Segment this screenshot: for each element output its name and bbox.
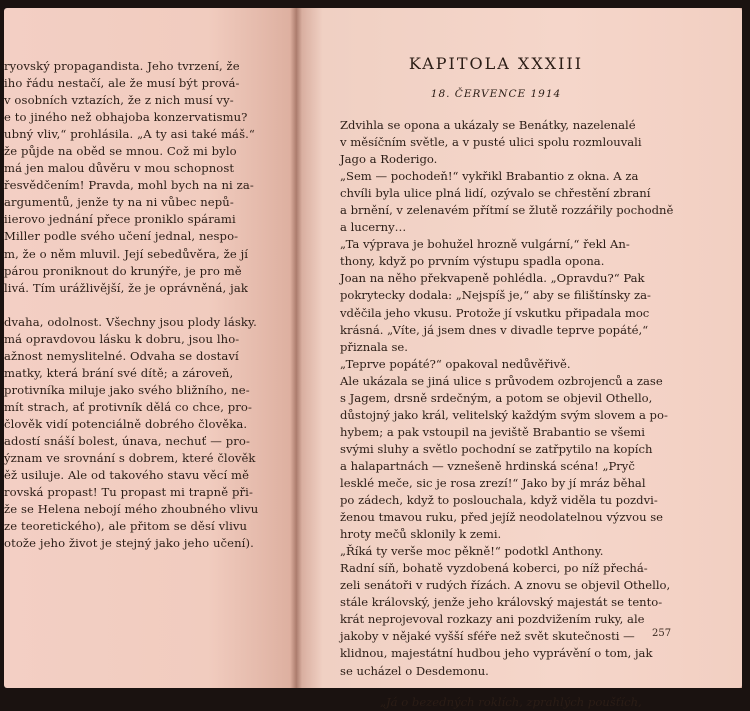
left-page (4, 8, 296, 688)
text-line: ýznam ve srovnání s dobrem, které člověk (4, 451, 256, 466)
text-line: s Jagem, drsně srdečným, a potom se objevil Othello, (340, 390, 653, 405)
right-page (296, 8, 742, 709)
text-line: „Teprve popáté?“ opakoval nedůvěřivě. (340, 356, 571, 371)
text-line: a lucerny… (340, 220, 407, 235)
text-line: po zádech, když to poslouchala, když viděla tu pozdvi- (340, 493, 658, 508)
text-line: Miller podle svého učení jednal, nespo- (4, 229, 239, 244)
text-line: ažnost nemyslitelné. Odvaha se dostaví (4, 348, 239, 363)
text-line: livá. Tím urážlivější, že je oprávněná, jak (4, 280, 248, 295)
text-line: svými sluhy a světlo pochodní se zatřpytilo na kopích (340, 441, 653, 456)
text-line: Zdvihla se opona a ukázaly se Benátky, nazelenalé (340, 118, 636, 132)
text-line: zeli senátoři v rudých řízách. A znovu se objevil Othello, (340, 578, 671, 593)
text-line: že se Helena nebojí mého zhoubného vlivu (4, 502, 259, 517)
text-line: vděčila jeho vkusu. Protože jí vskutku připadala moc (340, 305, 650, 320)
text-line: člověk vidí potenciálně dobrého člověka. (4, 416, 248, 431)
text-line: chvíli byla ulice plná lidí, ozývalo se chřestění zbraní (340, 186, 651, 201)
text-line: ěž usiluje. Ale od takového stavu věcí mě (4, 468, 250, 483)
text-line: matky, která brání své dítě; a zároveň, (4, 365, 234, 380)
text-line: Radní síň, bohatě vyzdobená koberci, po níž přechá- (340, 561, 648, 576)
text-line: otože jeho život je stejný jako jeho učení). (4, 536, 254, 551)
text-line: pokrytecky dodala: „Nejspíš je,“ aby se filištínsky za- (340, 288, 651, 303)
text-line: argumentů, jenže ty na ni vůbec nepů- (4, 195, 234, 210)
text-line: důstojný jako král, velitelský každým svým slovem a po- (340, 407, 668, 422)
text-line: že půjde na oběd se mnou. Což mi bylo (4, 144, 237, 159)
text-line: krásná. „Víte, já jsem dnes v divadle teprve popáté,“ (340, 322, 649, 337)
text-line: krát neprojevoval rozkazy ani pozdvižením ruky, ale (340, 612, 645, 627)
book-gutter (290, 8, 302, 688)
text-line: Ale ukázala se jiná ulice s průvodem ozbrojenců a zase (340, 373, 663, 388)
text-line: adostí snáší bolest, únava, nechuť — pro- (4, 434, 250, 449)
text-line: klidnou, majestátní hudbou jeho vyprávění o tom, jak (340, 646, 653, 661)
left-page-text (4, 58, 270, 552)
text-line: má jen malou důvěru v mou schopnost (4, 161, 235, 176)
text-line: e to jiného než obhajoba konzervatismu? (4, 110, 248, 125)
text-line: protivníka miluje jako svého bližního, ne- (4, 382, 250, 397)
text-line: v osobních vztazích, že z nich musí vy- (4, 93, 234, 108)
text-line: dvaha, odolnost. Všechny jsou plody lásky. (4, 314, 257, 329)
text-line: a halapartnách — vznešeně hrdinská scéna! „Pryč (340, 458, 635, 473)
text-line: iho řádu nestačí, ale že musí být prová- (4, 76, 240, 91)
text-line: mít strach, ať protivník dělá co chce, pro- (4, 399, 253, 414)
text-line: řesvědčením! Pravda, mohl bych na ni za- (4, 178, 254, 193)
text-line: Joan na něho překvapeně pohlédla. „Opravdu?“ Pak (340, 271, 645, 286)
chapter-date: 18. ČERVENCE 1914 (430, 88, 562, 100)
text-line: a brnění, v zelenavém přítmí se žlutě rozzářily pochodně (340, 203, 674, 218)
text-line: ženou tmavou ruku, před jejíž neodolatelnou výzvou se (340, 510, 664, 525)
paragraph-gap (4, 297, 270, 314)
page-number: 257 (652, 628, 672, 639)
text-line: rovská propast! Tu propast mi trapně při- (4, 485, 253, 500)
text-line: přiznala se. (340, 339, 408, 354)
text-line: „Ta výprava je bohužel hrozně vulgární,“ řekl An- (340, 237, 630, 252)
text-line: se ucházel o Desdemonu. (340, 663, 489, 678)
text-line: „Sem — pochodeň!“ vykřikl Brabantio z okna. A za (340, 169, 639, 184)
chapter-title: KAPITOLA XXXIII (408, 54, 584, 73)
verse-line: „Já o bezedných roklích, zprahlých poušťích, (380, 694, 642, 709)
text-line: ryovský propagandista. Jeho tvrzení, že (4, 59, 240, 73)
text-line: „Říká ty verše moc pěkně!“ podotkl Anthony. (340, 544, 604, 559)
text-line: jakoby v nějaké vyšší sféře než svět skutečnosti — (340, 629, 635, 644)
text-line: v měsíčním světle, a v pusté ulici spolu rozmlouvali (340, 135, 642, 150)
text-line: stále královský, jenže jeho královský majestát se tento- (340, 595, 663, 610)
text-line: má opravdovou lásku k dobru, jsou lho- (4, 331, 240, 346)
text-line: m, že o něm mluvil. Její sebedůvěra, že jí (4, 246, 249, 261)
text-line: iierovo jednání přece proniklo spárami (4, 212, 236, 227)
text-line: lesklé meče, sic je rosa zrezí!“ Jako by jí mráz běhal (340, 475, 646, 490)
right-page-text (340, 117, 674, 711)
text-line: hybem; a pak vstoupil na jeviště Brabantio se všemi (340, 424, 645, 439)
text-line: ze teoretického), ale přitom se děsí vlivu (4, 519, 248, 534)
text-line: thony, když po prvním výstupu spadla opona. (340, 254, 605, 269)
text-line: Jago a Roderigo. (340, 152, 438, 167)
text-line: párou proniknout do krunýře, je pro mě (4, 263, 242, 278)
text-line: ubný vliv,“ prohlásila. „A ty asi také máš.“ (4, 127, 255, 142)
text-line: hroty mečů sklonily k zemi. (340, 527, 502, 542)
